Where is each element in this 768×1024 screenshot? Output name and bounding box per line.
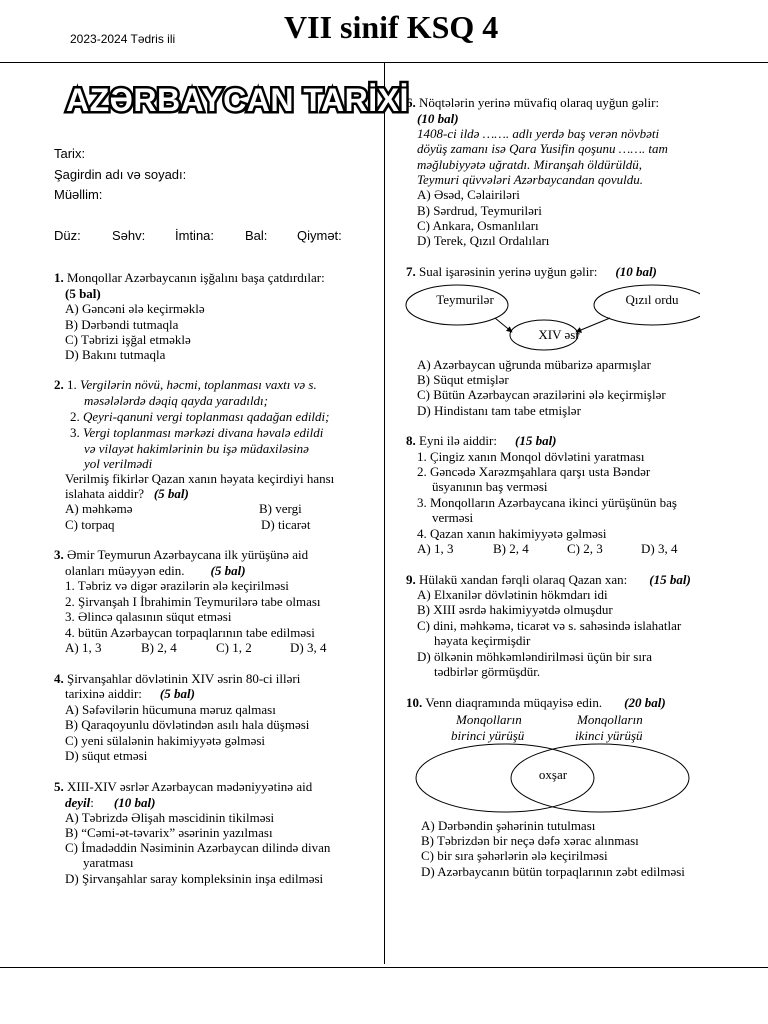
q10-option: D) Azərbaycanın bütün torpaqlarının zəbt edilməsi bbox=[421, 864, 685, 879]
question-4-cont: tarixinə aiddir: (5 bal) bbox=[65, 686, 195, 701]
q3-option: A) 1, 3 bbox=[65, 640, 102, 655]
question-1: 1. Monqollar Azərbaycanın işğalını başa çatdırdılar: bbox=[54, 270, 325, 285]
q2-statement: və vilayət hakimlərinin bu işə müdaxiləsinə bbox=[84, 441, 309, 456]
q8-option: C) 2, 3 bbox=[567, 541, 603, 556]
q8-item: verməsi bbox=[432, 510, 474, 525]
venn-center-label: oxşar bbox=[538, 767, 568, 782]
q7-diagram bbox=[400, 280, 700, 356]
score-grade: Qiymət: bbox=[297, 228, 342, 243]
question-2: 2. 1. Vergilərin növü, həcmi, toplanması vaxtı və s. bbox=[54, 377, 317, 392]
q3-option: D) 3, 4 bbox=[290, 640, 327, 655]
question-8: 8. Eyni ilə aiddir: (15 bal) bbox=[406, 433, 557, 448]
q8-option: A) 1, 3 bbox=[417, 541, 454, 556]
q1-option: B) Dərbəndi tutmaqla bbox=[65, 317, 179, 332]
q4-option: D) süqut etməsi bbox=[65, 748, 148, 763]
q2-option: B) vergi bbox=[259, 501, 302, 516]
q10-option: B) Təbrizdən bir neçə dəfə xərac alınması bbox=[421, 833, 639, 848]
question-4: 4. Şirvanşahlar dövlətinin XIV əsrin 80-ci illəri bbox=[54, 671, 301, 686]
footer-divider bbox=[0, 967, 768, 968]
q7-option: B) Süqut etmişlər bbox=[417, 372, 509, 387]
school-year: 2023-2024 Tədris ili bbox=[70, 32, 176, 46]
q3-item: 2. Şirvanşah I İbrahimin Teymurilərə tabe olması bbox=[65, 594, 321, 609]
score-points: Bal: bbox=[245, 228, 268, 243]
q1-points: (5 bal) bbox=[65, 286, 101, 301]
q2-question: islahata aiddir? (5 bal) bbox=[65, 486, 189, 501]
q9-option: A) Elxanilər dövlətinin hökmdarı idi bbox=[417, 587, 608, 602]
q3-item: 3. Əlincə qalasının süqut etməsi bbox=[65, 609, 232, 624]
q5-option: C) İmadəddin Nəsiminin Azərbaycan dilində divan bbox=[65, 840, 331, 855]
q6-body: Teymuri qüvvələri Azərbaycandan qovuldu. bbox=[417, 172, 644, 187]
q8-item: 3. Monqolların Azərbaycana ikinci yürüşünün baş bbox=[417, 495, 677, 510]
date-field: Tarix: bbox=[54, 146, 86, 161]
q2-statement: 3. Vergi toplanması mərkəzi divana həvalə edildi bbox=[70, 425, 324, 440]
question-7: 7. Sual işarəsinin yerinə uyğun gəlir: (10 bal) bbox=[406, 264, 657, 279]
q3-item: 4. bütün Azərbaycan torpaqlarının tabe edilməsi bbox=[65, 625, 315, 640]
q5-option: A) Təbrizdə Əlişah məscidinin tikilməsi bbox=[65, 810, 275, 825]
diagram-label-left: Teymurilər bbox=[436, 292, 494, 307]
q9-option: C) dini, məhkəmə, ticarət və s. sahəsində islahatlar bbox=[417, 618, 682, 633]
q6-body: məğlubiyyətə uğratdı. Miranşah öldürüldü, bbox=[417, 157, 642, 172]
venn-circle-right bbox=[511, 744, 689, 812]
q9-option: tədbirlər görmüşdür. bbox=[434, 664, 541, 679]
q4-option: C) yeni sülalənin hakimiyyətə gəlməsi bbox=[65, 733, 266, 748]
diagram-arrow bbox=[576, 318, 610, 332]
q6-option: B) Sərdrud, Teymuriləri bbox=[417, 203, 542, 218]
question-3-cont: olanları müəyyən edin. (5 bal) bbox=[65, 563, 246, 578]
q6-body: 1408-ci ildə ……. adlı yerdə baş verən növbəti bbox=[417, 126, 660, 141]
venn-left-label: Monqolların bbox=[456, 712, 522, 727]
q2-statement: məsələlərdə dəqiq qayda yaradıldı; bbox=[84, 393, 268, 408]
venn-right-label: ikinci yürüşü bbox=[575, 728, 643, 743]
q6-points: (10 bal) bbox=[417, 111, 459, 126]
q8-option: B) 2, 4 bbox=[493, 541, 529, 556]
subject-title: AZƏRBAYCAN TARİXİ bbox=[66, 82, 409, 118]
q7-option: C) Bütün Azərbaycan ərazilərini ələ keçirmişlər bbox=[417, 387, 666, 402]
q2-statement: yol verilmədi bbox=[84, 456, 153, 471]
question-5: 5. XIII-XIV əsrlər Azərbaycan mədəniyyətinə aid bbox=[54, 779, 313, 794]
q2-option: D) ticarət bbox=[261, 517, 311, 532]
diagram-label-right: Qızıl ordu bbox=[625, 292, 679, 307]
q2-option: C) torpaq bbox=[65, 517, 115, 532]
student-name-field: Şagirdin adı və soyadı: bbox=[54, 167, 187, 182]
q5-option: B) “Cəmi-ət-təvarix” əsərinin yazılması bbox=[65, 825, 273, 840]
question-6: 6. Nöqtələrin yerinə müvafiq olaraq uyğun gəlir: bbox=[406, 95, 660, 110]
venn-right-label: Monqolların bbox=[577, 712, 643, 727]
q2-question: Verilmiş fikirlər Qazan xanın həyata keçirdiyi hansı bbox=[65, 471, 335, 486]
q7-option: A) Azərbaycan uğrunda mübarizə aparmışlar bbox=[417, 357, 651, 372]
q5-option: yaratması bbox=[83, 855, 134, 870]
q6-body: döyüş zamanı isə Qara Yusifin qoşunu ……. tam bbox=[417, 141, 668, 156]
diagram-arrow bbox=[495, 318, 512, 332]
q4-option: A) Səfəvilərin hücumuna məruz qalması bbox=[65, 702, 276, 717]
question-9: 9. Hülakü xandan fərqli olaraq Qazan xan: (15 bal) bbox=[406, 572, 691, 587]
q3-item: 1. Təbriz və digər ərazilərin ələ keçirilməsi bbox=[65, 578, 289, 593]
teacher-field: Müəllim: bbox=[54, 187, 103, 202]
question-3: 3. Əmir Teymurun Azərbaycana ilk yürüşünə aid bbox=[54, 547, 309, 562]
q3-option: C) 1, 2 bbox=[216, 640, 252, 655]
q6-option: C) Ankara, Osmanlıları bbox=[417, 218, 539, 233]
q8-item: üsyanının baş verməsi bbox=[432, 479, 548, 494]
q10-option: A) Dərbəndin şəhərinin tutulması bbox=[421, 818, 596, 833]
column-divider bbox=[384, 62, 385, 964]
q1-option: D) Bakını tutmaqla bbox=[65, 347, 166, 362]
q6-option: D) Terek, Qızıl Ordalıları bbox=[417, 233, 550, 248]
q9-option: B) XIII əsrdə hakimiyyətdə olmuşdur bbox=[417, 602, 613, 617]
venn-left-label: birinci yürüşü bbox=[451, 728, 525, 743]
score-skipped: İmtina: bbox=[175, 228, 215, 243]
diagram-label-bottom: XIV əsr bbox=[538, 327, 580, 342]
q8-item: 2. Gəncədə Xarəzmşahlara qarşı usta Bəndər bbox=[417, 464, 651, 479]
page-title: VII sinif KSQ 4 bbox=[284, 9, 499, 45]
q8-item: 4. Qazan xanın hakimiyyətə gəlməsi bbox=[417, 526, 607, 541]
q8-item: 1. Çingiz xanın Monqol dövlətini yaratması bbox=[417, 449, 645, 464]
q2-statement: 2. Qeyri-qanuni vergi toplanması qadağan edildi; bbox=[70, 409, 330, 424]
q4-option: B) Qaraqoyunlu dövlətindən asılı hala düşməsi bbox=[65, 717, 310, 732]
venn-circle-left bbox=[416, 744, 594, 812]
q2-option: A) məhkəmə bbox=[65, 501, 133, 516]
q9-option: həyata keçirmişdir bbox=[434, 633, 531, 648]
q3-option: B) 2, 4 bbox=[141, 640, 177, 655]
q1-option: C) Təbrizi işğal etməklə bbox=[65, 332, 191, 347]
score-correct: Düz: bbox=[54, 228, 81, 243]
venn-diagram bbox=[410, 740, 710, 820]
q9-option: D) ölkənin möhkəmləndirilməsi üçün bir sıra bbox=[417, 649, 653, 664]
q6-option: A) Əsəd, Cəlairiləri bbox=[417, 187, 520, 202]
question-5-cont: deyil: (10 bal) bbox=[65, 795, 156, 810]
q10-option: C) bir sıra şəhərlərin ələ keçirilməsi bbox=[421, 848, 608, 863]
q1-option: A) Gəncəni ələ keçirməklə bbox=[65, 301, 205, 316]
q5-option: D) Şirvanşahlar saray kompleksinin inşa edilməsi bbox=[65, 871, 324, 886]
score-wrong: Səhv: bbox=[112, 228, 146, 243]
q8-option: D) 3, 4 bbox=[641, 541, 678, 556]
question-10: 10. Venn diaqramında müqayisə edin. (20 bal) bbox=[406, 695, 666, 710]
q7-option: D) Hindistanı tam tabe etmişlər bbox=[417, 403, 581, 418]
